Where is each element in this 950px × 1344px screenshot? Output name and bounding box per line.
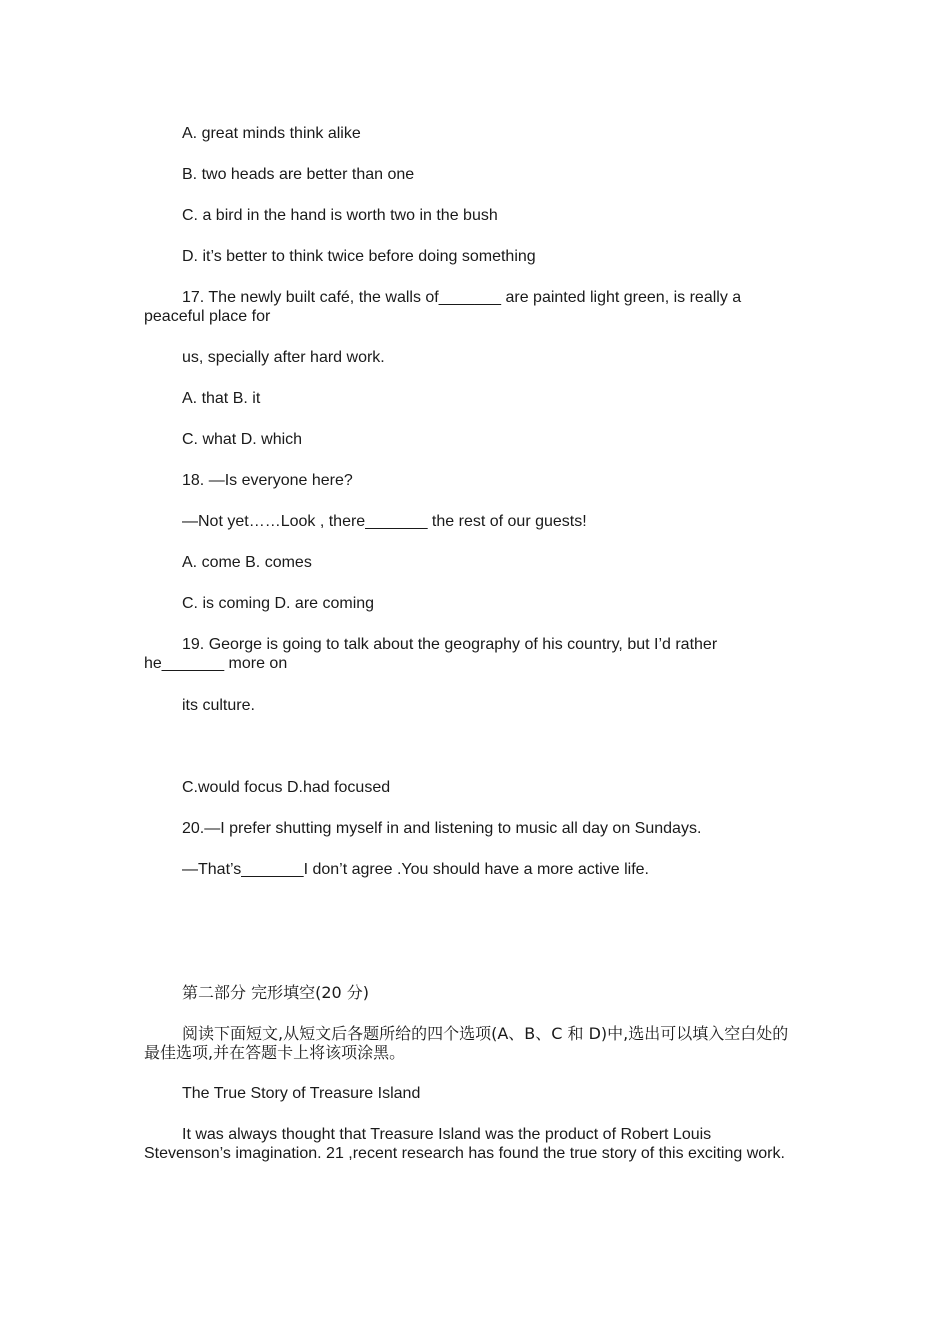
q16-option-a: A. great minds think alike (182, 125, 361, 142)
q18-reply: —Not yet……Look , there_______ the rest of our guests! (182, 513, 587, 530)
q17-stem-continued: us, specially after hard work. (182, 349, 385, 366)
q19-stem-continued: its culture. (182, 697, 255, 714)
q20-reply: —That’s_______I don’t agree .You should have a more active life. (182, 861, 649, 878)
q17-options-ab: A. that B. it (182, 390, 261, 407)
part2-instructions: 阅读下面短文,从短文后各题所给的四个选项(A、B、C 和 D)中,选出可以填入空白处的最佳选项,并在答题卡上将该项涂黑。 (144, 1024, 789, 1062)
passage-paragraph-1: It was always thought that Treasure Island was the product of Robert Louis Stevenson’s imagination. 21 ,recent research has found the true story of this exciting work. (144, 1126, 785, 1162)
q18-options-ab: A. come B. comes (182, 554, 312, 571)
passage-title: The True Story of Treasure Island (182, 1085, 421, 1102)
q16-option-c: C. a bird in the hand is worth two in the bush (182, 207, 498, 224)
q18-stem: 18. —Is everyone here? (182, 472, 353, 489)
q19-options-cd: C.would focus D.had focused (182, 779, 391, 796)
q19-stem: 19. George is going to talk about the geography of his country, but I’d rather he_______ more on (144, 636, 718, 672)
part2-heading: 第二部分 完形填空(20 分) (182, 983, 370, 1002)
q18-options-cd: C. is coming D. are coming (182, 595, 375, 612)
q16-option-d: D. it’s better to think twice before doing something (182, 248, 536, 265)
q16-option-b: B. two heads are better than one (182, 166, 415, 183)
q20-stem: 20.—I prefer shutting myself in and listening to music all day on Sundays. (182, 820, 702, 837)
q17-options-cd: C. what D. which (182, 431, 303, 448)
q17-stem: 17. The newly built café, the walls of_______ are painted light green, is really a peaceful place for (144, 289, 742, 325)
